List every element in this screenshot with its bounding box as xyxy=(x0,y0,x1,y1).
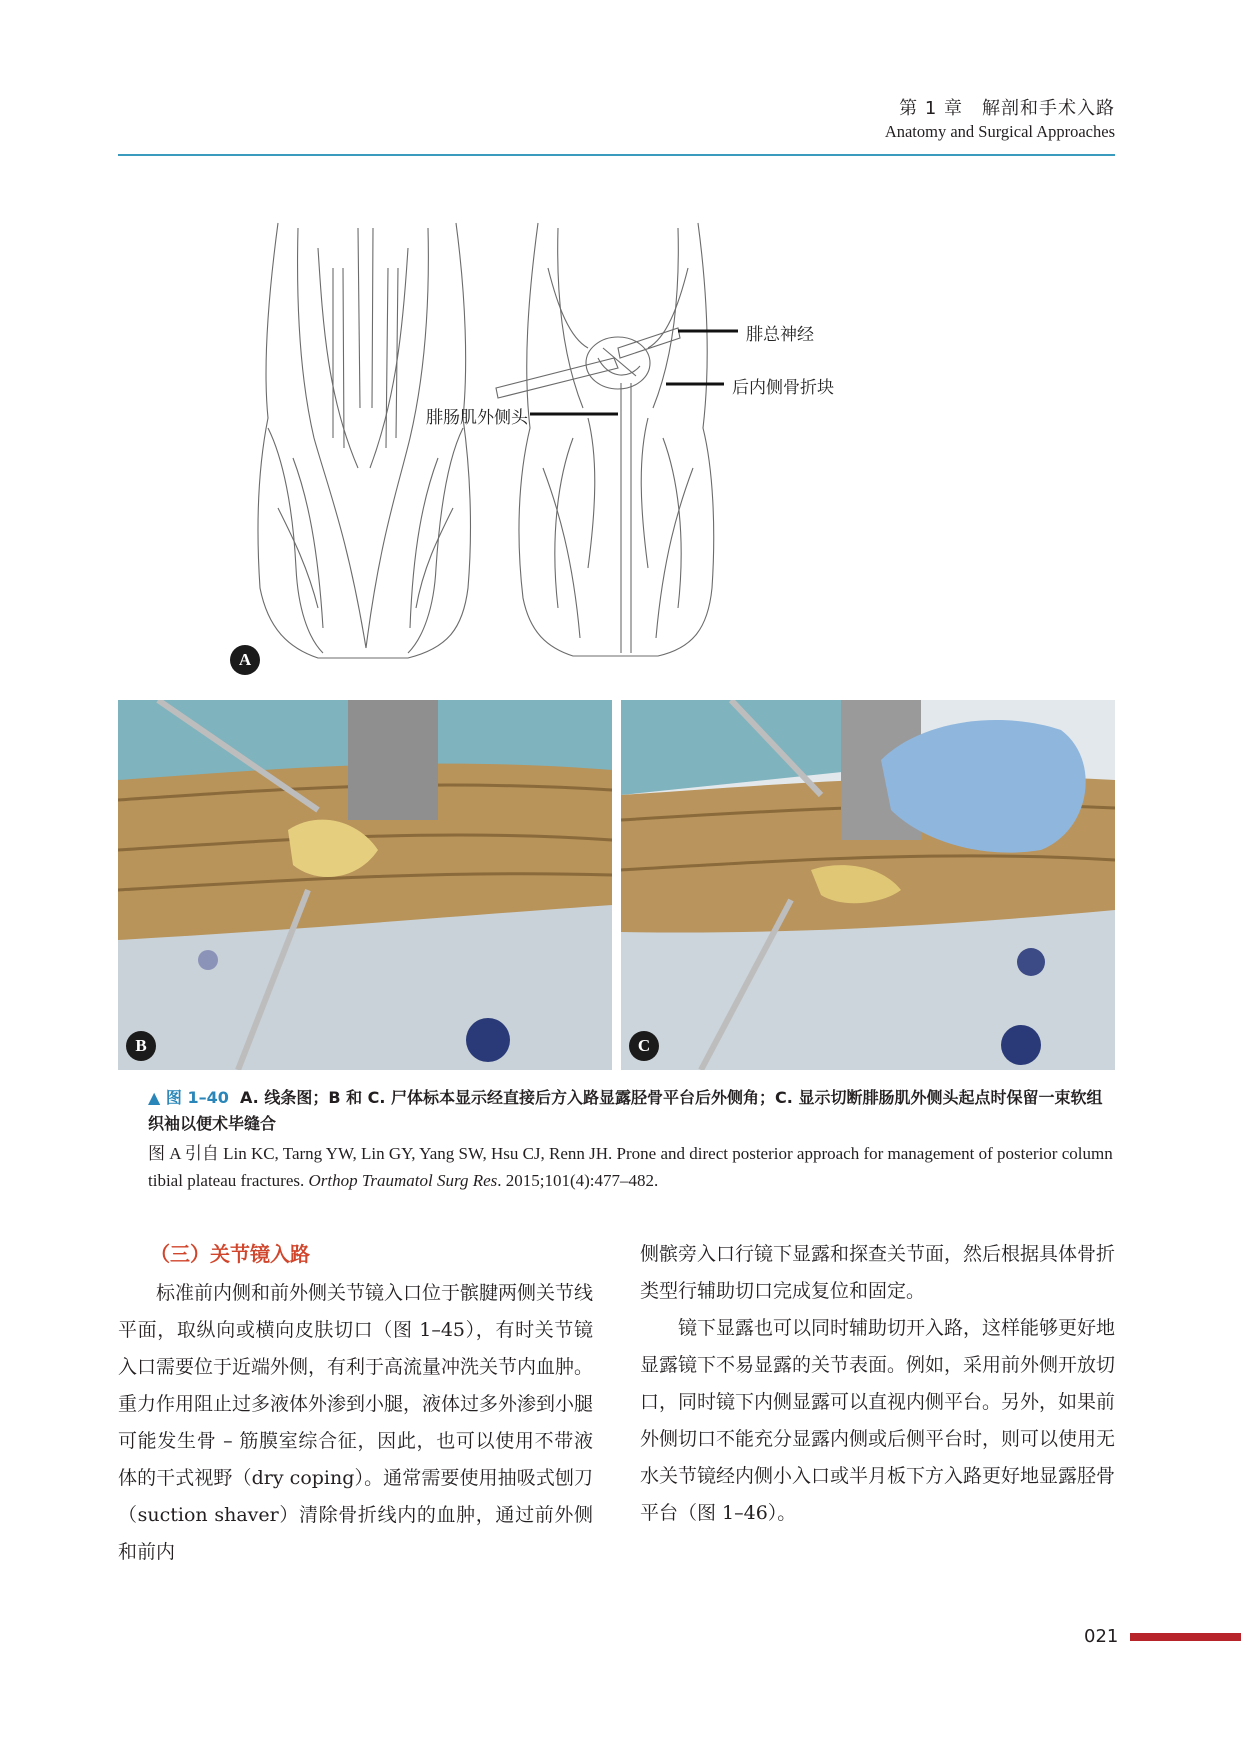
panel-label-c: C xyxy=(629,1031,659,1061)
section-title: （三）关节镜入路 xyxy=(150,1242,310,1266)
citation-details: . 2015;101(4):477–482. xyxy=(497,1171,659,1190)
panel-label-a: A xyxy=(230,645,260,675)
knee-sketch-illustration xyxy=(118,208,1115,678)
body-paragraph-continued: 侧髌旁入口行镜下显露和探查关节面，然后根据具体骨折类型行辅助切口完成复位和固定。 xyxy=(640,1243,1116,1302)
body-left-column xyxy=(118,1236,593,1571)
figure-b-cadaver-photo xyxy=(118,700,612,1070)
label-peroneal-nerve: 腓总神经 xyxy=(746,325,814,345)
header-rule xyxy=(118,154,1115,156)
page-number-bar xyxy=(1130,1633,1241,1641)
citation-journal: Orthop Traumatol Surg Res xyxy=(308,1171,498,1190)
caption-text: A. 线条图；B 和 C. 尸体标本显示经直接后方入路显露胫骨平台后外侧角；C. 显示切断腓肠肌外侧头起点时保留一束软组织袖以便术毕缝合 xyxy=(148,1088,1103,1133)
body-paragraph: 镜下显露也可以同时辅助切开入路，这样能够更好地显露镜下不易显露的关节表面。例如，采用前外侧开放切口，同时镜下内侧显露可以直视内侧平台。另外，如果前外侧切口不能充分显露内侧或后侧平台时，则可以使用无水关节镜经内侧小入口或半月板下方入路更好地显露胫骨平台（图 1–46）。 xyxy=(640,1317,1116,1524)
chapter-title-cn: 第 1 章 解剖和手术入路 xyxy=(899,98,1115,119)
figure-number: ▲ 图 1–40 xyxy=(148,1088,229,1107)
page-number: 021 xyxy=(1084,1626,1119,1647)
body-paragraph: 标准前内侧和前外侧关节镜入口位于髌腱两侧关节线平面，取纵向或横向皮肤切口（图 1–45），有时关节镜入口需要位于近端外侧，有利于高流量冲洗关节内血肿。重力作用阻止过多液体外渗到小腿，液体过多外渗到小腿可能发生骨 – 筋膜室综合征，因此，也可以使用不带液体的干式视野（dry coping）。通常需要使用抽吸式刨刀（suction shaver）清除骨折线内的血肿，通过前外侧和前内 xyxy=(118,1282,594,1563)
figure-c-cadaver-photo xyxy=(621,700,1115,1070)
body-right-column xyxy=(640,1236,1115,1532)
panel-label-b: B xyxy=(126,1031,156,1061)
citation-text: 图 A 引自 Lin KC, Tarng YW, Lin GY, Yang SW, Hsu CJ, Renn JH. Prone and direct posterior approach for management of posterior column tibial plateau fractures. xyxy=(148,1144,1113,1190)
label-lateral-gastrocnemius: 腓肠肌外侧头 xyxy=(426,408,528,428)
cadaver-dissection-image xyxy=(118,700,612,1070)
chapter-title-en: Anatomy and Surgical Approaches xyxy=(884,122,1115,141)
cadaver-dissection-image-2 xyxy=(621,700,1115,1070)
figure-source-citation xyxy=(148,1140,1118,1194)
label-posteromedial-fragment: 后内侧骨折块 xyxy=(732,378,834,398)
figure-caption xyxy=(148,1085,1118,1137)
figure-a-line-drawing xyxy=(118,208,1115,678)
